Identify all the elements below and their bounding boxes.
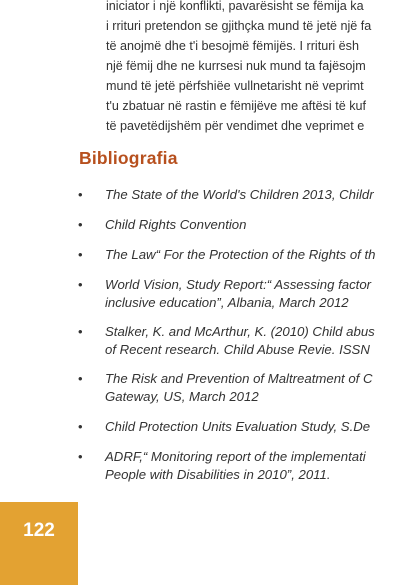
- body-line: iniciator i një konflikti, pavarësisht se fëmija ka: [106, 0, 364, 13]
- bullet-icon: •: [78, 187, 83, 202]
- page-number-tab: [0, 502, 78, 585]
- body-paragraph: [106, 0, 413, 136]
- bibliography-line: Gateway, US, March 2012: [105, 388, 259, 404]
- bibliography-line: The State of the World's Children 2013, Childr: [105, 187, 374, 202]
- bullet-icon: •: [78, 419, 83, 434]
- body-line: një fëmij dhe ne kurrsesi nuk mund ta fajësojm: [106, 59, 366, 73]
- body-line: të anojmë dhe t'i besojmë fëmijës. I rrituri ësh: [106, 39, 359, 53]
- bullet-icon: •: [78, 247, 83, 262]
- page-number: 122: [23, 520, 55, 541]
- bibliography-line: The Law“ For the Protection of the Rights of th: [105, 247, 376, 262]
- bibliography-line: World Vision, Study Report:“ Assessing factor: [105, 277, 372, 292]
- bullet-icon: •: [78, 324, 83, 339]
- bibliography-item-text: [105, 216, 246, 234]
- bibliography-item-text: [105, 246, 375, 264]
- bibliography-line: The Risk and Prevention of Maltreatment of C: [105, 371, 373, 386]
- bibliography-heading: Bibliografia: [79, 148, 178, 168]
- bibliography-item-text: [105, 370, 373, 405]
- bibliography-line: ADRF,“ Monitoring report of the implementati: [105, 449, 366, 464]
- body-line: t'u zbatuar në rastin e fëmijëve me aftësi të kuf: [106, 99, 367, 113]
- bibliography-item-text: [105, 323, 375, 358]
- bibliography-item-text: [105, 186, 374, 204]
- bibliography-line: Child Protection Units Evaluation Study, S.De: [105, 419, 371, 434]
- bullet-icon: •: [78, 217, 83, 232]
- body-line: mund të jetë përfshiëe vullnetarisht në veprimt: [106, 79, 364, 93]
- body-line: i rrituri pretendon se gjithçka mund të jetë një fa: [106, 19, 372, 33]
- bullet-icon: •: [78, 371, 83, 386]
- bullet-icon: •: [78, 449, 83, 464]
- bibliography-line: People with Disabilities in 2010”, 2011.: [105, 466, 331, 482]
- bibliography-item-text: [105, 418, 370, 436]
- bibliography-line: inclusive education”, Albania, March 2012: [105, 294, 349, 310]
- bibliography-line: of Recent research. Child Abuse Revie. ISSN: [105, 341, 370, 357]
- body-line: të pavetëdijshëm për vendimet dhe veprimet e: [106, 119, 365, 133]
- bibliography-line: Stalker, K. and McArthur, K. (2010) Child abus: [105, 324, 375, 339]
- bibliography-item-text: [105, 448, 366, 483]
- bullet-icon: •: [78, 277, 83, 292]
- bibliography-item-text: [105, 276, 371, 311]
- bibliography-line: Child Rights Convention: [105, 217, 247, 232]
